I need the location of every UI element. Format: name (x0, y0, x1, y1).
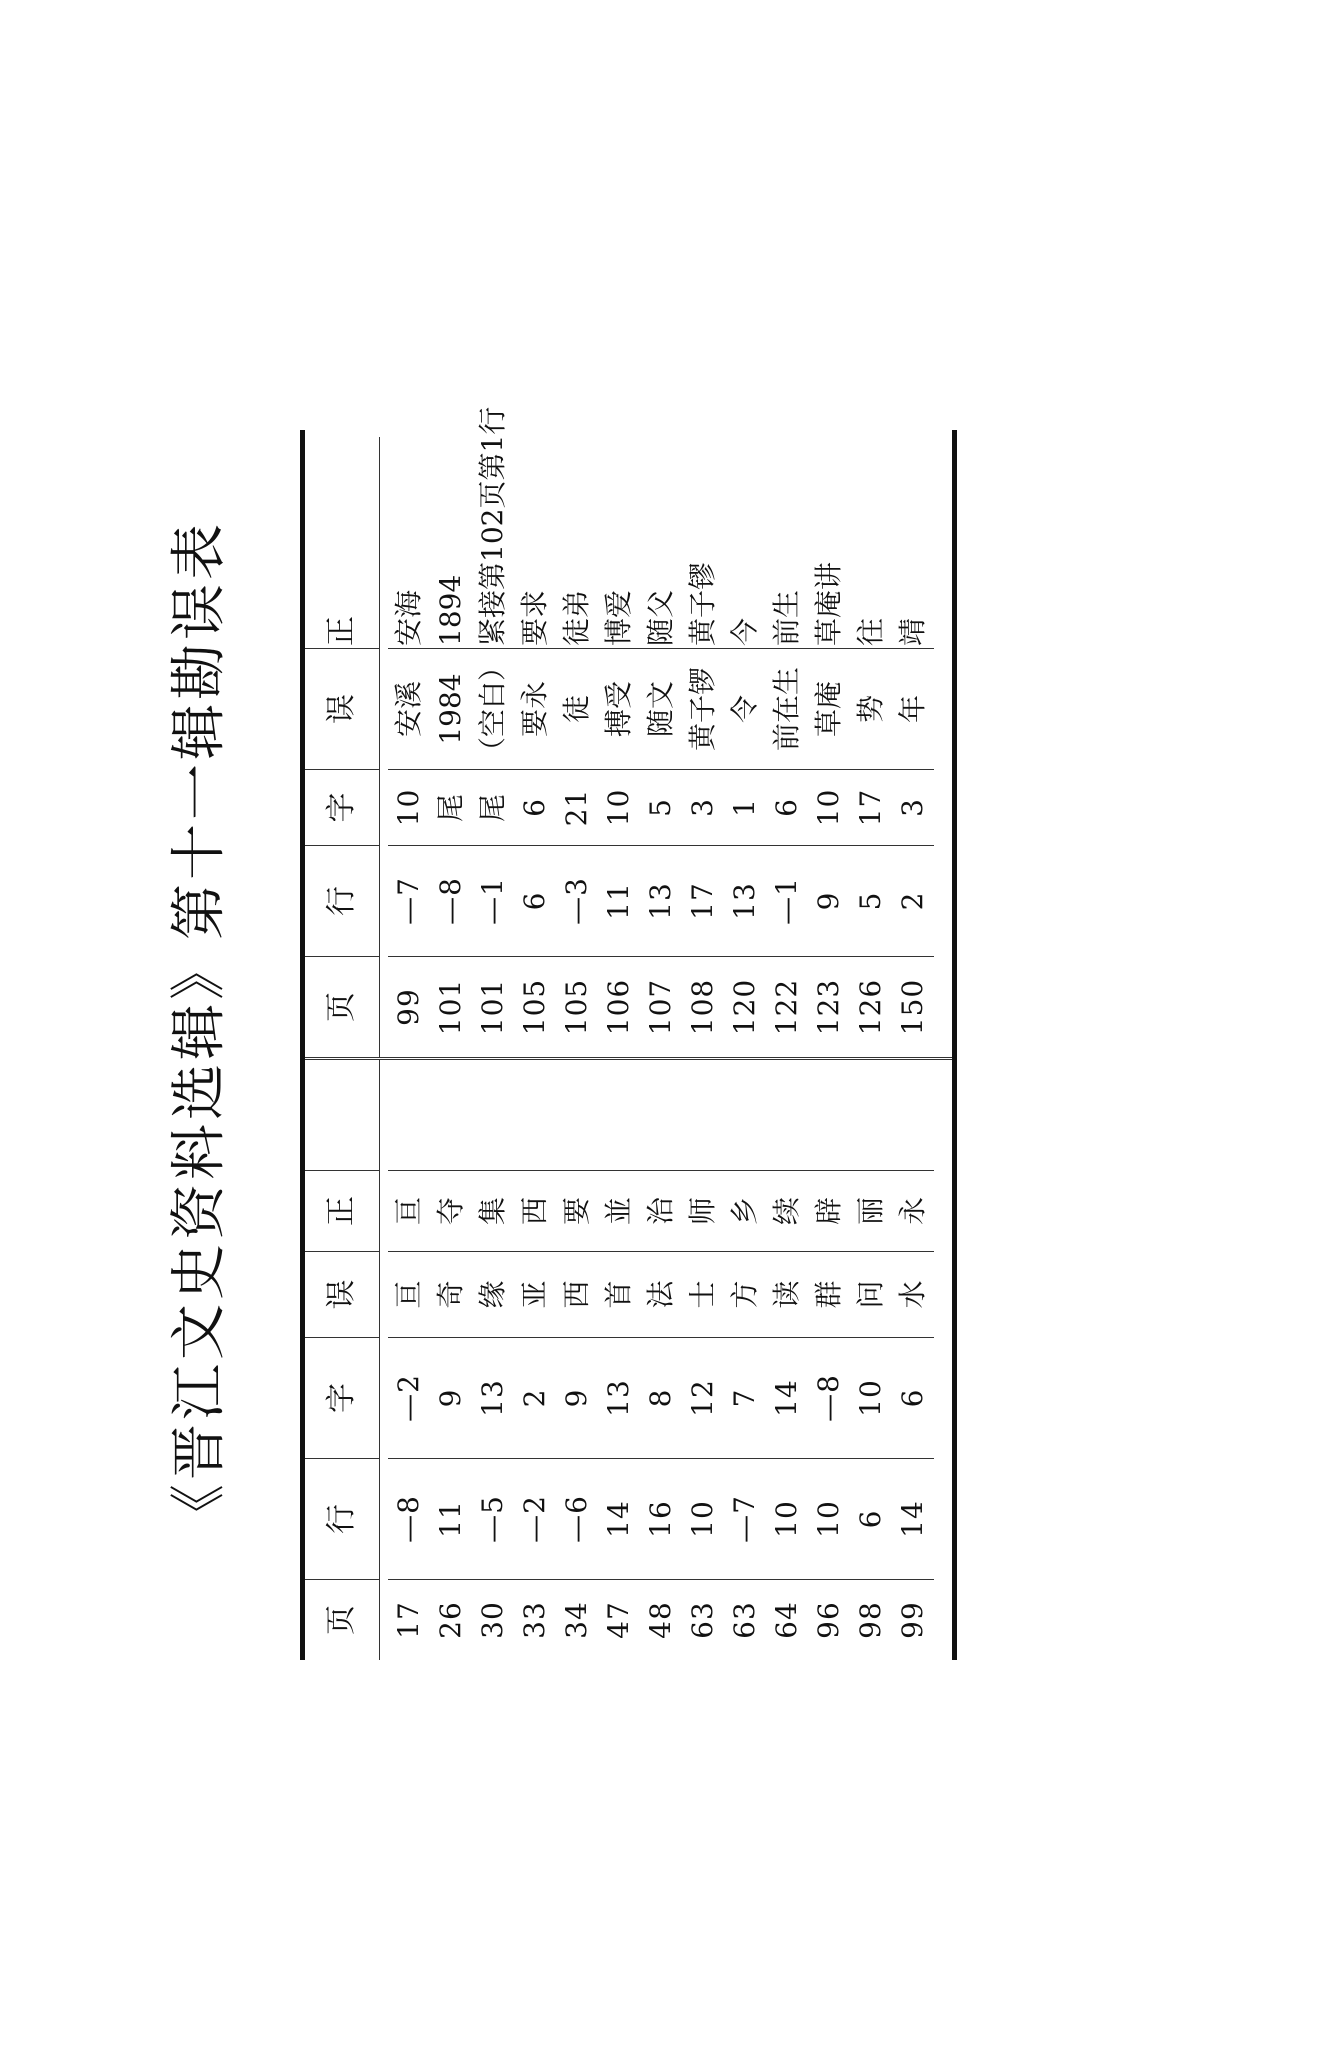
cell-char: 10 (388, 769, 430, 845)
cell-wrong: 西 (556, 1251, 598, 1337)
cell-char: —8 (808, 1337, 850, 1458)
cell-correct: 师 (682, 1170, 724, 1251)
cell-page: 101 (472, 956, 514, 1057)
cell-correct: 丽 (850, 1170, 892, 1251)
cell-line: 14 (598, 1458, 640, 1579)
header-wrong: 误 (305, 1251, 379, 1337)
cell-line: 17 (682, 845, 724, 956)
cell-correct: 今 (728, 617, 761, 646)
cell-wrong: 徒 (556, 648, 598, 769)
cell-correct: 要 (556, 1170, 598, 1251)
cell-line: 6 (514, 845, 556, 956)
table-row (808, 1060, 850, 1660)
cell-char: 6 (514, 769, 556, 845)
cell-wrong: 黄子锣 (682, 648, 724, 769)
left-rows (380, 1060, 952, 1660)
cell-line: —8 (430, 845, 472, 956)
cell-page: 150 (892, 956, 934, 1057)
table-header (305, 437, 380, 1057)
cell-line: 14 (892, 1458, 934, 1579)
cell-page: 101 (430, 956, 472, 1057)
cell-line: —5 (472, 1458, 514, 1579)
cell-line: —7 (724, 1458, 766, 1579)
table-row (640, 437, 682, 1057)
cell-wrong: 法 (640, 1251, 682, 1337)
cell-wrong: 问 (850, 1251, 892, 1337)
cell-char: 2 (514, 1337, 556, 1458)
cell-char: 12 (682, 1337, 724, 1458)
cell-line: 16 (640, 1458, 682, 1579)
right-rows (380, 406, 952, 1057)
cell-page: 108 (682, 956, 724, 1057)
cell-char: 8 (640, 1337, 682, 1458)
cell-page: 98 (850, 1579, 892, 1660)
cell-wrong: 年 (892, 648, 934, 769)
cell-wrong: 群 (808, 1251, 850, 1337)
cell-wrong: 亘 (388, 1251, 430, 1337)
spacer-cell (430, 1058, 472, 1170)
cell-wrong: 前在生 (766, 648, 808, 769)
table-row (430, 1060, 472, 1660)
cell-char: 21 (556, 769, 598, 845)
cell-correct: 博爱 (602, 589, 635, 646)
errata-table-left (305, 1057, 952, 1660)
cell-char: 10 (850, 1337, 892, 1458)
cell-page: 33 (514, 1579, 556, 1660)
cell-correct: 徒弟 (560, 589, 593, 646)
errata-table-right (305, 406, 952, 1057)
header-char: 字 (305, 769, 379, 845)
cell-line: —1 (472, 845, 514, 956)
cell-page: 63 (682, 1579, 724, 1660)
cell-char: 14 (766, 1337, 808, 1458)
rotated-page (145, 406, 1125, 1680)
spacer-cell (766, 1058, 808, 1170)
cell-line: —7 (388, 845, 430, 956)
cell-page: 63 (724, 1579, 766, 1660)
table-row (598, 437, 640, 1057)
page-title: 《晋江文史资料选辑》第十一辑勘误表 (167, 520, 232, 1540)
cell-correct: 西 (514, 1170, 556, 1251)
cell-wrong: 随文 (640, 648, 682, 769)
cell-line: 10 (808, 1458, 850, 1579)
cell-line: 13 (724, 845, 766, 956)
table-row (514, 437, 556, 1057)
cell-line: —3 (556, 845, 598, 956)
cell-line: —8 (388, 1458, 430, 1579)
cell-wrong: 士 (682, 1251, 724, 1337)
cell-correct: 前生 (770, 589, 803, 646)
cell-char: 1 (724, 769, 766, 845)
header-wrong: 误 (305, 648, 379, 769)
spacer-cell (556, 1058, 598, 1170)
header-page: 页 (305, 956, 379, 1057)
header-correct: 正 (324, 616, 359, 646)
cell-correct: 夺 (430, 1170, 472, 1251)
table-row (724, 1060, 766, 1660)
table-row (556, 1060, 598, 1660)
cell-page: 64 (766, 1579, 808, 1660)
table-row (430, 437, 472, 1057)
spacer-cell (598, 1058, 640, 1170)
spacer-cell (388, 1058, 430, 1170)
cell-line: 11 (598, 845, 640, 956)
cell-correct: 乡 (724, 1170, 766, 1251)
table-row (850, 437, 892, 1057)
cell-page: 99 (388, 956, 430, 1057)
header-char: 字 (305, 1337, 379, 1458)
cell-page: 107 (640, 956, 682, 1057)
cell-line: 10 (682, 1458, 724, 1579)
cell-correct: 集 (472, 1170, 514, 1251)
cell-page: 26 (430, 1579, 472, 1660)
cell-line: 9 (808, 845, 850, 956)
cell-wrong: 搏受 (598, 648, 640, 769)
table-row (556, 437, 598, 1057)
cell-page: 105 (556, 956, 598, 1057)
cell-line: 11 (430, 1458, 472, 1579)
cell-page: 126 (850, 956, 892, 1057)
cell-char: 7 (724, 1337, 766, 1458)
cell-page: 105 (514, 956, 556, 1057)
table-row (682, 437, 724, 1057)
cell-correct: 1894 (434, 574, 467, 646)
table-row (766, 437, 808, 1057)
cell-correct: 往 (854, 617, 887, 646)
cell-char: —2 (388, 1337, 430, 1458)
cell-line: —6 (556, 1458, 598, 1579)
cell-line: 2 (892, 845, 934, 956)
cell-char: 3 (892, 769, 934, 845)
cell-page: 30 (472, 1579, 514, 1660)
cell-wrong: （空白） (472, 648, 514, 769)
cell-correct: 草庵讲 (812, 561, 845, 646)
spacer-cell (472, 1058, 514, 1170)
cell-correct: 随父 (644, 589, 677, 646)
cell-wrong: 首 (598, 1251, 640, 1337)
spacer-cell (892, 1058, 934, 1170)
table-row (850, 1060, 892, 1660)
cell-line: —2 (514, 1458, 556, 1579)
cell-line: 6 (850, 1458, 892, 1579)
cell-wrong: 亚 (514, 1251, 556, 1337)
cell-page: 47 (598, 1579, 640, 1660)
cell-page: 99 (892, 1579, 934, 1660)
cell-wrong: 草庵 (808, 648, 850, 769)
cell-char: 9 (430, 1337, 472, 1458)
errata-table (300, 406, 957, 1660)
cell-page: 17 (388, 1579, 430, 1660)
cell-line: 5 (850, 845, 892, 956)
cell-correct: 辟 (808, 1170, 850, 1251)
cell-wrong: 方 (724, 1251, 766, 1337)
cell-correct: 要求 (518, 589, 551, 646)
spacer-cell (724, 1058, 766, 1170)
table-row (682, 1060, 724, 1660)
cell-char: 13 (472, 1337, 514, 1458)
cell-correct: 靖 (896, 617, 929, 646)
table-header (305, 1060, 380, 1660)
cell-char: 10 (598, 769, 640, 845)
cell-char: 尾 (430, 769, 472, 845)
cell-line: 13 (640, 845, 682, 956)
cell-char: 13 (598, 1337, 640, 1458)
cell-correct: 並 (598, 1170, 640, 1251)
cell-line: 10 (766, 1458, 808, 1579)
header-line: 行 (305, 1458, 379, 1579)
header-correct: 正 (305, 1170, 379, 1251)
cell-wrong: 水 (892, 1251, 934, 1337)
cell-correct: 治 (640, 1170, 682, 1251)
table-row (640, 1060, 682, 1660)
cell-page: 48 (640, 1579, 682, 1660)
cell-wrong: 奇 (430, 1251, 472, 1337)
cell-wrong: 要永 (514, 648, 556, 769)
cell-wrong: 令 (724, 648, 766, 769)
table-row (724, 437, 766, 1057)
cell-wrong: 势 (850, 648, 892, 769)
cell-page: 120 (724, 956, 766, 1057)
cell-char: 3 (682, 769, 724, 845)
cell-correct: 安海 (392, 589, 425, 646)
cell-correct: 永 (892, 1170, 934, 1251)
cell-wrong: 1984 (430, 648, 472, 769)
spacer-cell (640, 1058, 682, 1170)
table-row (388, 437, 430, 1057)
cell-page: 34 (556, 1579, 598, 1660)
table-row (472, 1060, 514, 1660)
cell-wrong: 缘 (472, 1251, 514, 1337)
cell-page: 106 (598, 956, 640, 1057)
cell-char: 5 (640, 769, 682, 845)
cell-wrong: 读 (766, 1251, 808, 1337)
cell-page: 96 (808, 1579, 850, 1660)
table-row (808, 437, 850, 1057)
spacer-cell (682, 1058, 724, 1170)
cell-char: 6 (892, 1337, 934, 1458)
table-row (598, 1060, 640, 1660)
header-page: 页 (305, 1579, 379, 1660)
table-row (388, 1060, 430, 1660)
cell-char: 6 (766, 769, 808, 845)
cell-correct: 续 (766, 1170, 808, 1251)
cell-page: 123 (808, 956, 850, 1057)
spacer-cell (514, 1058, 556, 1170)
cell-correct: 紧接第102页第1行 (476, 406, 509, 646)
table-row (514, 1060, 556, 1660)
cell-wrong: 安溪 (388, 648, 430, 769)
cell-char: 10 (808, 769, 850, 845)
cell-line: —1 (766, 845, 808, 956)
spacer-cell (808, 1058, 850, 1170)
cell-char: 9 (556, 1337, 598, 1458)
cell-char: 尾 (472, 769, 514, 845)
table-row (766, 1060, 808, 1660)
cell-page: 122 (766, 956, 808, 1057)
table-row (892, 437, 934, 1057)
table-row (472, 406, 514, 1057)
cell-correct: 黄子镠 (686, 561, 719, 646)
header-line: 行 (305, 845, 379, 956)
cell-correct: 亘 (388, 1170, 430, 1251)
table-row (892, 1060, 934, 1660)
cell-char: 17 (850, 769, 892, 845)
spacer-cell (850, 1058, 892, 1170)
